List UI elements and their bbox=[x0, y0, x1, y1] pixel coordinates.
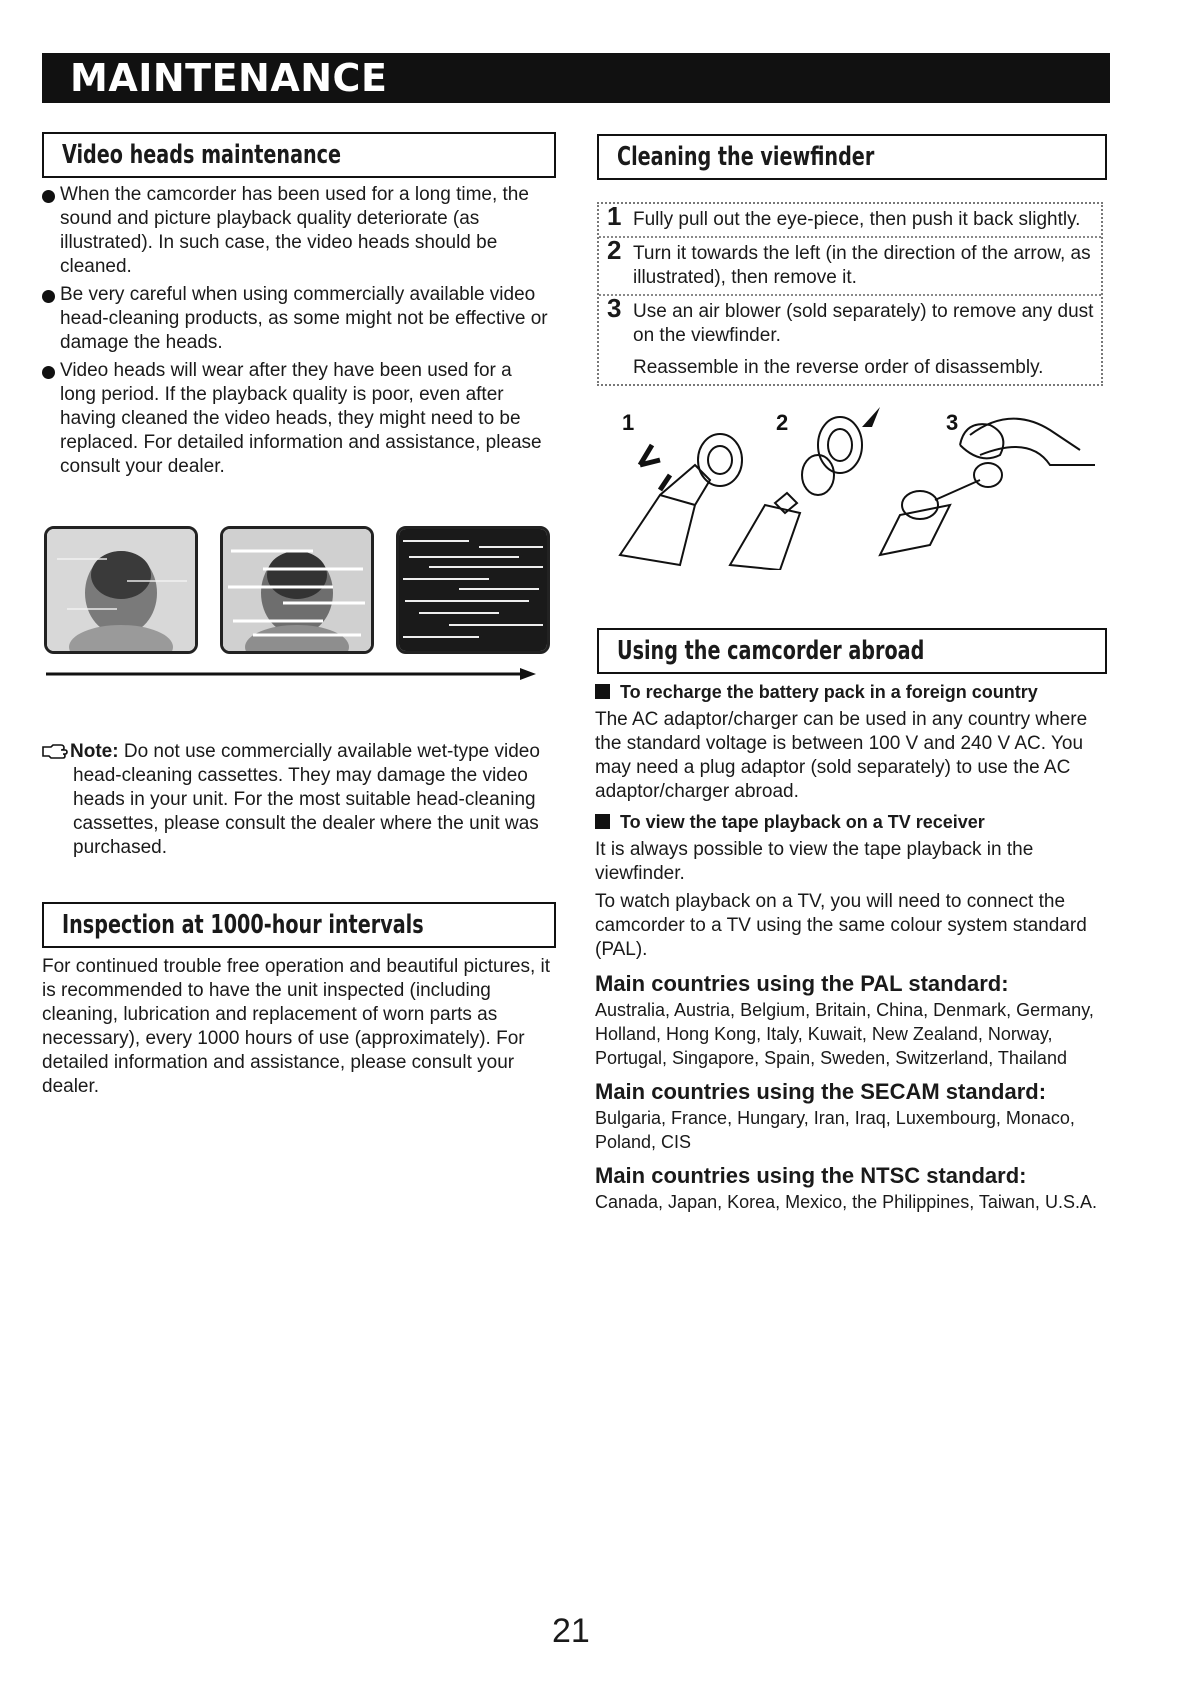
bullet-item: Be very careful when using commercially available video head-cleaning products, as some might not be effective or damage the heads. bbox=[42, 283, 552, 355]
video-heads-heading: Video heads maintenance bbox=[62, 140, 342, 170]
page-number: 21 bbox=[552, 1612, 590, 1650]
step-item bbox=[599, 235, 1101, 296]
ntsc-heading: Main countries using the NTSC standard: bbox=[595, 1163, 1027, 1188]
pal-heading: Main countries using the PAL standard: bbox=[595, 971, 1009, 996]
abroad-heading-box bbox=[597, 628, 1107, 674]
recharge-subheading: To recharge the battery pack in a foreign country bbox=[595, 680, 1100, 704]
pull-arrow-icon bbox=[640, 445, 670, 490]
page-banner bbox=[42, 53, 1110, 103]
step-number: 2 bbox=[607, 235, 622, 265]
inspection-heading: Inspection at 1000-hour intervals bbox=[62, 910, 424, 940]
pointing-hand-icon bbox=[42, 743, 70, 759]
tv-screen-noisy-icon bbox=[220, 526, 374, 654]
square-bullet-icon bbox=[595, 684, 610, 699]
inspection-heading-box bbox=[42, 902, 556, 948]
rotate-arrow-icon bbox=[862, 407, 880, 427]
figure-label-3: 3 bbox=[946, 410, 959, 435]
viewfinder-heading: Cleaning the viewfinder bbox=[617, 142, 875, 172]
viewfinder-heading-box bbox=[597, 134, 1107, 180]
square-bullet-icon bbox=[595, 814, 610, 829]
ntsc-countries: Canada, Japan, Korea, Mexico, the Philippines, Taiwan, U.S.A. bbox=[595, 1192, 1097, 1212]
bullet-icon bbox=[42, 190, 55, 203]
step-text: Turn it towards the left (in the direction of the arrow, as illustrated), then remove it. bbox=[633, 243, 1091, 288]
secam-countries: Bulgaria, France, Hungary, Iran, Iraq, Luxembourg, Monaco, Poland, CIS bbox=[595, 1108, 1075, 1152]
note-label: Note: bbox=[70, 741, 119, 762]
progression-arrow-icon bbox=[46, 668, 536, 680]
page-title: MAINTENANCE bbox=[70, 56, 388, 100]
video-heads-bullets bbox=[42, 183, 552, 483]
secam-heading: Main countries using the SECAM standard: bbox=[595, 1079, 1047, 1104]
recharge-text: The AC adaptor/charger can be used in any country where the standard voltage is between 100 V and 240 V AC. You may need a plug adaptor (sold separately) to use the AC adaptor/charger abroad. bbox=[595, 709, 1088, 802]
viewfinder-cleaning-figure bbox=[600, 405, 1100, 570]
tv-text-1: It is always possible to view the tape playback in the viewfinder. bbox=[595, 839, 1034, 884]
bullet-item: Video heads will wear after they have been used for a long period. If the playback quality is poor, even after having cleaned the video heads, they might need to be replaced. For detailed information and assistance, please consult your dealer. bbox=[42, 359, 552, 479]
step-text: Fully pull out the eye-piece, then push it back slightly. bbox=[633, 209, 1081, 230]
bullet-item: When the camcorder has been used for a long time, the sound and picture playback quality deteriorate (as illustrated). In such case, the video heads should be cleaned. bbox=[42, 183, 552, 279]
viewfinder-step3-icon bbox=[880, 419, 1095, 555]
viewfinder-steps bbox=[597, 202, 1103, 386]
tv-text-2: To watch playback on a TV, you will need to connect the camcorder to a TV using the same colour system standard (PAL). bbox=[595, 891, 1087, 960]
figure-label-2: 2 bbox=[776, 410, 789, 435]
bullet-icon bbox=[42, 366, 55, 379]
inspection-text: For continued trouble free operation and beautiful pictures, it is recommended to have the unit inspected (including cleaning, lubrication and replacement of worn parts as necessary), every 1000 hours of use (approximately). For detailed information and assistance, please consult your dealer. bbox=[42, 956, 551, 1097]
reassemble-text: Reassemble in the reverse order of disassembly. bbox=[633, 357, 1044, 378]
note-block bbox=[42, 740, 552, 860]
step-number: 3 bbox=[607, 293, 622, 323]
tv-screen-good-icon bbox=[44, 526, 198, 654]
bullet-icon bbox=[42, 290, 55, 303]
step-number: 1 bbox=[607, 201, 622, 231]
video-heads-heading-box bbox=[42, 132, 556, 178]
step-item bbox=[599, 201, 1101, 238]
tv-subheading: To view the tape playback on a TV receiver bbox=[595, 810, 1100, 834]
tv-screen-lines-icon bbox=[396, 526, 550, 654]
step-text: Use an air blower (sold separately) to remove any dust on the viewfinder. bbox=[633, 301, 1094, 346]
step-item bbox=[599, 293, 1101, 384]
viewfinder-step2-icon bbox=[730, 417, 862, 570]
note-text: Do not use commercially available wet-type video head-cleaning cassettes. They may damage the video heads in your unit. For the most suitable head-cleaning cassettes, please consult the dealer where the unit was purchased. bbox=[73, 741, 540, 858]
abroad-content bbox=[595, 680, 1100, 1214]
pal-countries: Australia, Austria, Belgium, Britain, China, Denmark, Germany, Holland, Hong Kong, Italy, Kuwait, New Zealand, Norway, Portugal, Singapore, Spain, Sweden, Switzerland, Thailand bbox=[595, 1000, 1094, 1068]
viewfinder-step1-icon bbox=[620, 434, 742, 565]
playback-deterioration-figure bbox=[44, 526, 550, 658]
abroad-heading: Using the camcorder abroad bbox=[617, 636, 925, 666]
figure-label-1: 1 bbox=[622, 410, 635, 435]
